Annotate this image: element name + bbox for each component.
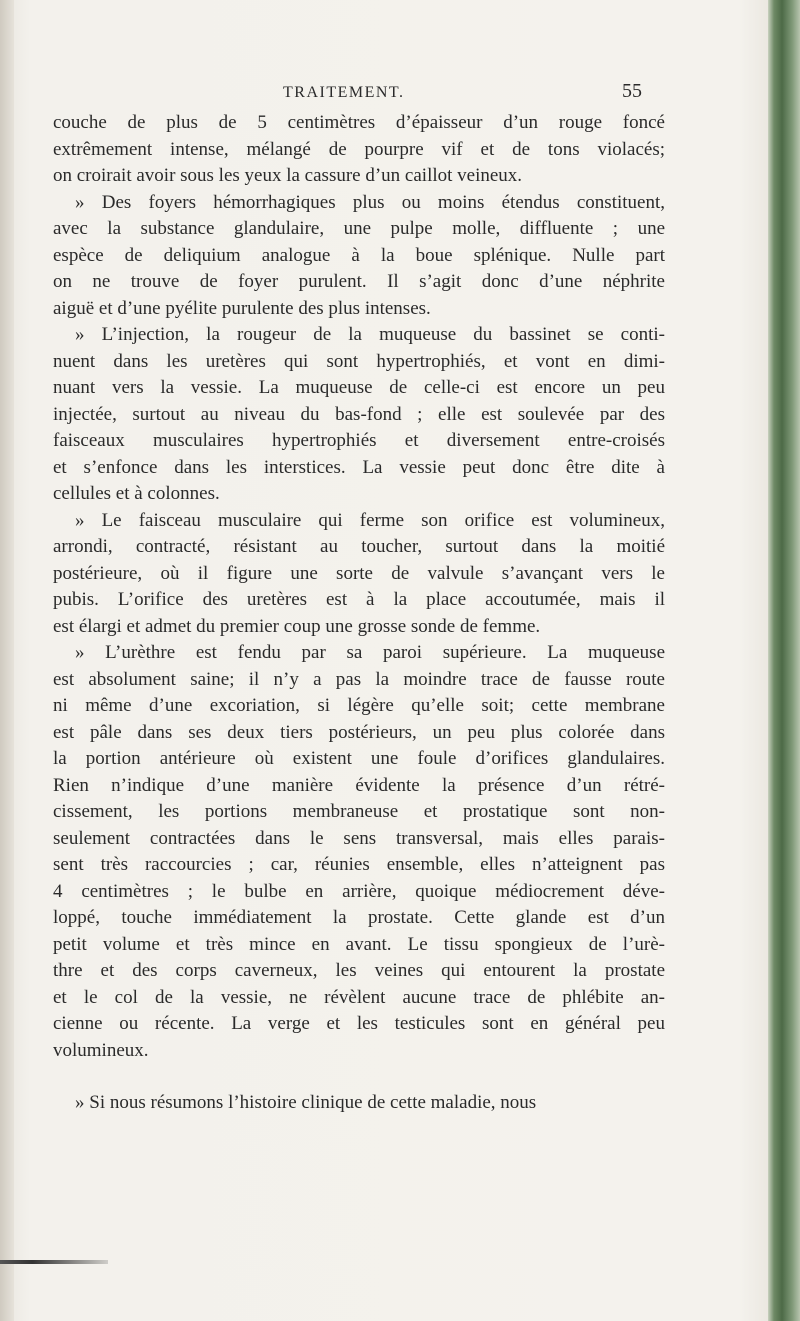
text-line: et s’enfonce dans les interstices. La vessie peut donc être dite à xyxy=(53,456,665,478)
text-line: cienne ou récente. La verge et les testicules sont en général peu xyxy=(53,1013,665,1034)
text-line: est pâle dans ses deux tiers postérieurs, un peu plus colorée dans xyxy=(53,721,665,743)
paragraph-gap xyxy=(53,1064,665,1090)
text-line: la portion antérieure où existent une foule d’orifices glandulaires. xyxy=(53,748,665,769)
page-binding-shadow xyxy=(0,0,14,1321)
text-line: postérieure, où il figure une sorte de valvule s’avançant vers le xyxy=(53,562,665,584)
running-title: TRAITEMENT. xyxy=(283,84,405,101)
page-header xyxy=(0,80,800,108)
page-number: 55 xyxy=(622,80,642,102)
text-line: loppé, touche immédiatement la prostate. Cette glande est d’un xyxy=(53,907,665,928)
paragraph-start-line: » L’urèthre est fendu par sa paroi supérieure. La muqueuse xyxy=(75,642,665,663)
text-line: pubis. L’orifice des uretères est à la place accoutumée, mais il xyxy=(53,589,665,610)
text-line: avec la substance glandulaire, une pulpe molle, diffluente ; une xyxy=(53,218,665,239)
text-line: est élargi et admet du premier coup une grosse sonde de femme. xyxy=(53,615,541,637)
body-text xyxy=(53,110,665,1117)
paragraph-start-line: » Si nous résumons l’histoire clinique de cette maladie, nous xyxy=(75,1092,537,1113)
text-line: thre et des corps caverneux, les veines qui entourent la prostate xyxy=(53,960,665,981)
scan-edge-mark xyxy=(0,1260,108,1264)
text-line: cellules et à colonnes. xyxy=(53,483,220,504)
text-line: Rien n’indique d’une manière évidente la présence d’un rétré- xyxy=(53,774,665,796)
paragraph-start-line: » Le faisceau musculaire qui ferme son orifice est volumineux, xyxy=(75,509,665,531)
text-line: est absolument saine; il n’y a pas la moindre trace de fausse route xyxy=(53,668,665,690)
text-line: 4 centimètres ; le bulbe en arrière, quoique médiocrement déve- xyxy=(53,880,665,902)
text-line: sent très raccourcies ; car, réunies ensemble, elles n’atteignent pas xyxy=(53,854,665,875)
text-line: couche de plus de 5 centimètres d’épaisseur d’un rouge foncé xyxy=(53,112,665,133)
text-line: volumineux. xyxy=(53,1039,149,1061)
text-line: injectée, surtout au niveau du bas-fond ; elle est soulevée par des xyxy=(53,403,665,425)
paragraph-start-line: » L’injection, la rougeur de la muqueuse du bassinet se conti- xyxy=(75,324,665,345)
text-line: seulement contractées dans le sens transversal, mais elles parais- xyxy=(53,827,665,849)
text-line: nuent dans les uretères qui sont hypertrophiés, et vont en dimi- xyxy=(53,350,665,372)
text-line: ni même d’une excoriation, si légère qu’elle soit; cette membrane xyxy=(53,695,665,716)
text-line: cissement, les portions membraneuse et prostatique sont non- xyxy=(53,801,665,822)
text-line: nuant vers la vessie. La muqueuse de celle-ci est encore un peu xyxy=(53,377,665,398)
text-line: petit volume et très mince en avant. Le tissu spongieux de l’urè- xyxy=(53,933,665,955)
text-line: on ne trouve de foyer purulent. Il s’agit donc d’une néphrite xyxy=(53,271,665,292)
text-line: extrêmement intense, mélangé de pourpre vif et de tons violacés; xyxy=(53,138,665,160)
text-line: espèce de deliquium analogue à la boue splénique. Nulle part xyxy=(53,244,665,266)
text-line: faisceaux musculaires hypertrophiés et diversement entre-croisés xyxy=(53,430,665,451)
page-edge-background xyxy=(768,0,800,1321)
paragraph-start-line: » Des foyers hémorrhagiques plus ou moins étendus constituent, xyxy=(75,191,665,213)
text-line: arrondi, contracté, résistant au toucher, surtout dans la moitié xyxy=(53,536,665,557)
text-line: on croirait avoir sous les yeux la cassure d’un caillot veineux. xyxy=(53,165,523,186)
text-line: aiguë et d’une pyélite purulente des plus intenses. xyxy=(53,297,431,319)
text-line: et le col de la vessie, ne révèlent aucune trace de phlébite an- xyxy=(53,986,665,1008)
